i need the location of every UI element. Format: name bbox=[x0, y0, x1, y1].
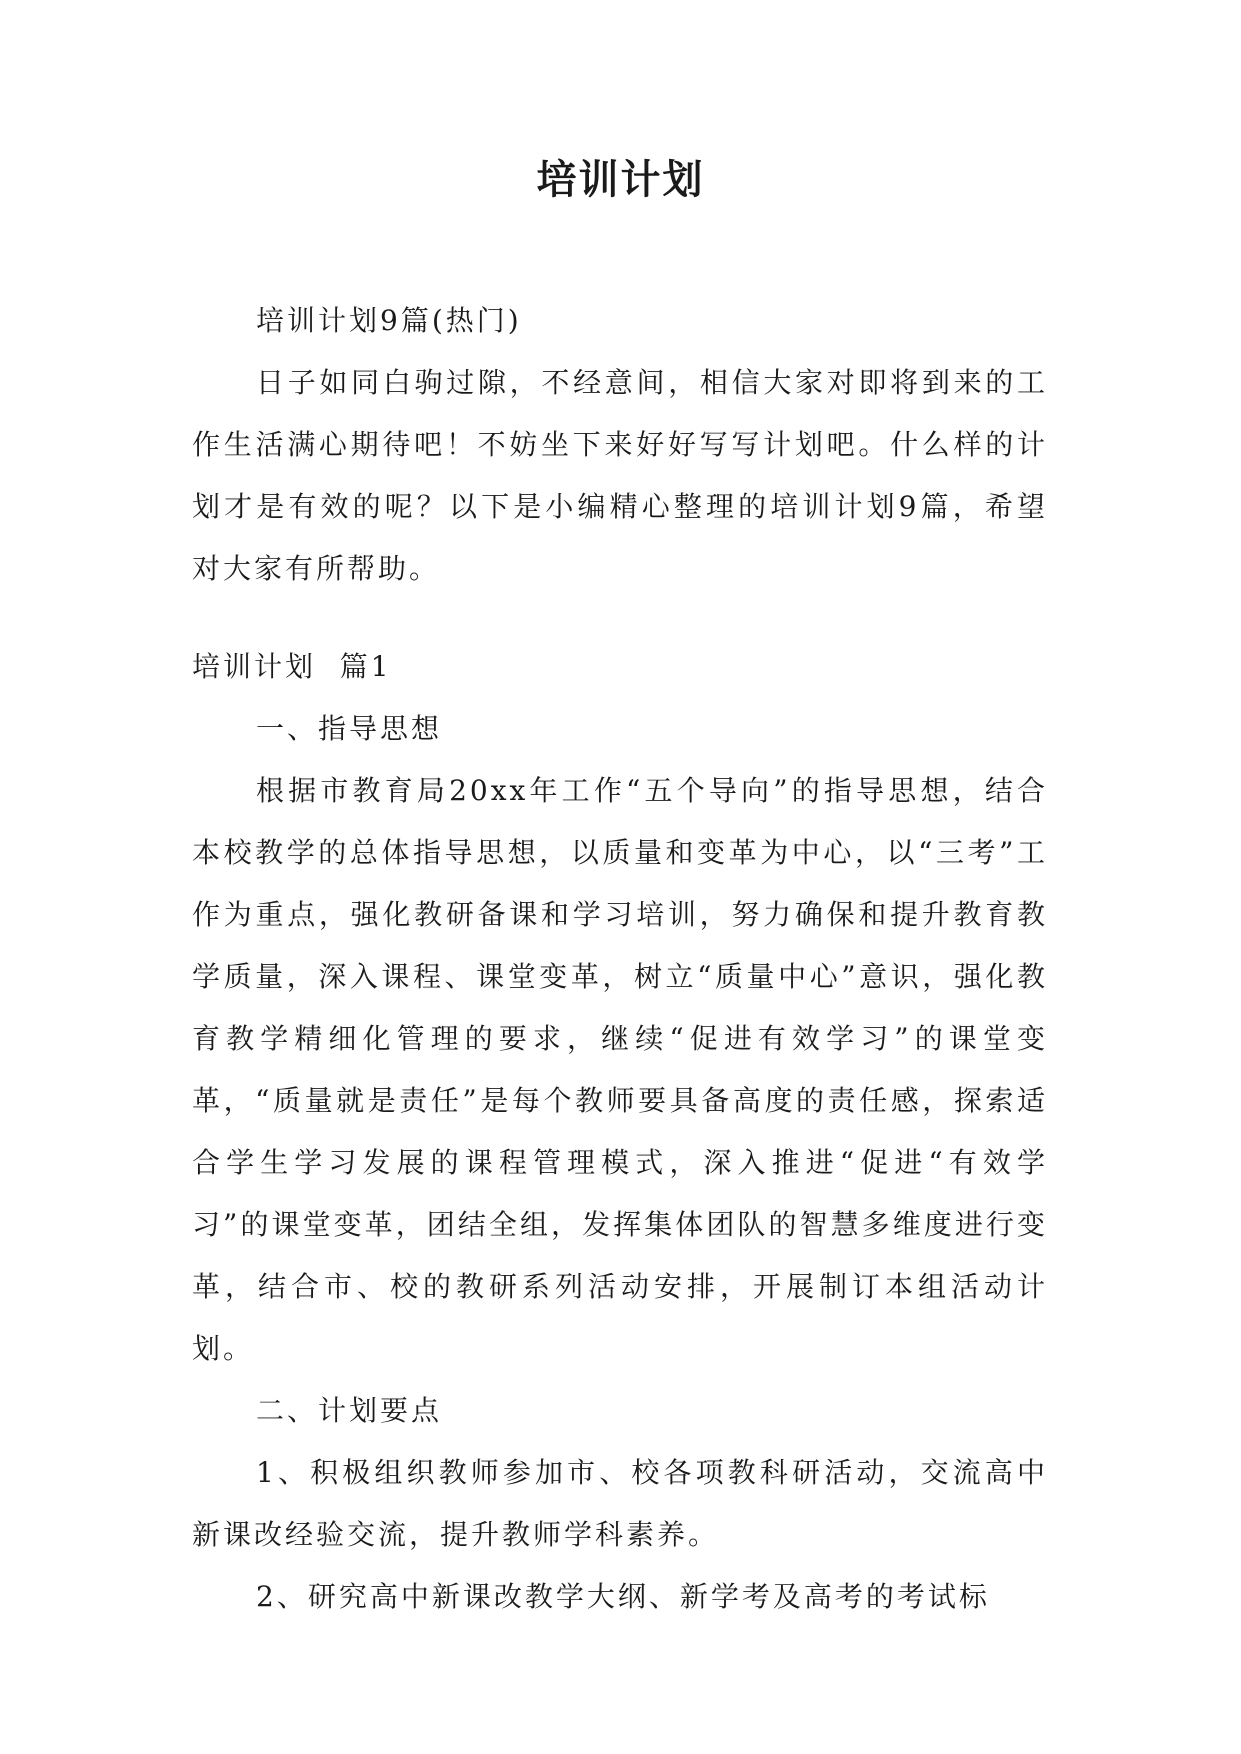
intro-paragraph: 日子如同白驹过隙，不经意间，相信大家对即将到来的工作生活满心期待吧！不妨坐下来好好写写计划吧。什么样的计划才是有效的呢？以下是小编精心整理的培训计划9篇，希望对大家有所帮助。 bbox=[192, 366, 1048, 585]
plan-item-1: 1、积极组织教师参加市、校各项教科研活动，交流高中新课改经验交流，提升教师学科素养。 bbox=[192, 1456, 1048, 1551]
part-1-heading: 一、指导思想 bbox=[256, 712, 443, 745]
part-2-heading: 二、计划要点 bbox=[256, 1394, 443, 1427]
part-1-paragraph: 根据市教育局20xx年工作“五个导向”的指导思想，结合本校教学的总体指导思想，以质量和变革为中心，以“三考”工作为重点，强化教研备课和学习培训，努力确保和提升教育教学质量，深入课程、课堂变革，树立“质量中心”意识，强化教育教学精细化管理的要求，继续“促进有效学习”的课堂变革，“质量就是责任”是每个教师要具备高度的责任感，探索适合学生学习发展的课程管理模式，深入推进“促进“有效学习”的课堂变革，团结全组，发挥集体团队的智慧多维度进行变革，结合市、校的教研系列活动安排，开展制订本组活动计划。 bbox=[192, 774, 1048, 1365]
section-1-heading: 培训计划 篇1 bbox=[192, 650, 392, 683]
plan-item-2: 2、研究高中新课改教学大纲、新学考及高考的考试标 bbox=[256, 1580, 990, 1613]
section-1 bbox=[192, 636, 1048, 1628]
intro-block bbox=[192, 290, 1048, 600]
document-title: 培训计划 bbox=[536, 156, 705, 203]
intro-subtitle: 培训计划9篇(热门) bbox=[256, 304, 522, 337]
